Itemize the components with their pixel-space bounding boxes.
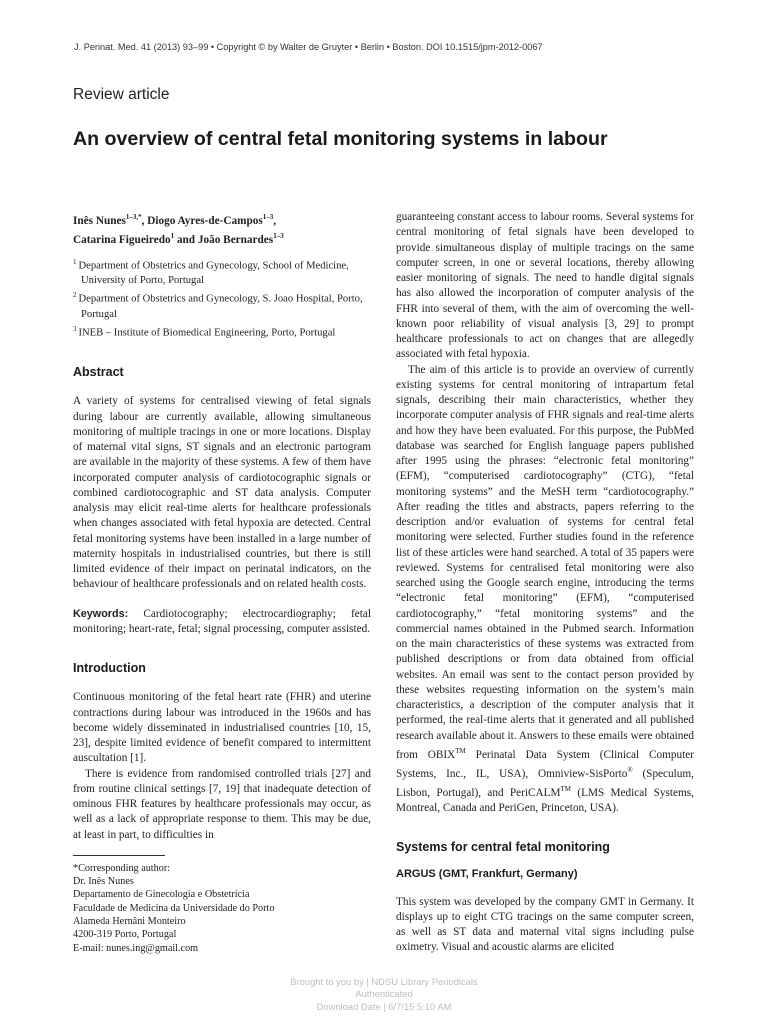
left-column xyxy=(73,210,371,955)
affiliation-number: 3 xyxy=(73,325,77,334)
footnote-line: E-mail: nunes.ing@gmail.com xyxy=(73,942,199,954)
article-title: An overview of central fetal monitoring systems in labour xyxy=(73,128,608,150)
footnote-line: Faculdade de Medicina da Universidade do Porto xyxy=(73,902,275,914)
right-column xyxy=(396,210,694,956)
footnote-line: *Corresponding author: xyxy=(73,862,171,874)
author-list xyxy=(73,210,371,249)
keywords-text: Cardiotocography; electrocardiography; fetal monitoring; heart-rate, fetal; signal processing, computer assisted. xyxy=(73,607,371,635)
trademark-mark: TM xyxy=(560,784,572,793)
keywords-label: Keywords: xyxy=(73,607,129,620)
watermark-line: Authenticated xyxy=(355,988,413,1000)
affiliation-text: INEB – Institute of Biomedical Engineering, Porto, Portugal xyxy=(78,327,336,339)
author-separator: , xyxy=(273,214,277,227)
affiliation-item xyxy=(73,322,371,341)
introduction-paragraph-3 xyxy=(396,363,694,817)
footnote-divider xyxy=(73,855,165,856)
author-affiliation-marker: 1–3,* xyxy=(125,213,142,221)
author-name: , Diogo Ayres-de-Campos xyxy=(141,214,263,227)
abstract-text: A variety of systems for centralised viewing of fetal signals during labour are currently available, allowing simultaneous monitoring of multiple tracings in one or more locations. Display of maternal vital signs, ST signals and an electronic partogram are available in the majority of these systems. A few of them have incorporated computer analysis of cardiotocographic signals or combined cardiotocographic and ST data analysis. Computer analysis may elicit real-time alerts for healthcare professionals when changes associated with fetal hypoxia are detected. Central fetal monitoring systems have been installed in a large number of maternity hospitals in industrialised countries, but there is still limited evidence of their impact on perinatal indicators, on the behaviour of healthcare professionals and on related health costs. xyxy=(73,395,371,591)
author-name: Inês Nunes xyxy=(73,214,126,227)
author-name: and João Bernardes xyxy=(174,234,274,246)
introduction-paragraph-2-continued: guaranteeing constant access to labour rooms. Several systems for central monitoring of fetal signals have been developed to provide simultaneous display of multiple tracings on the same computer screen, in one or several locations, thereby allowing easier monitoring of signals. The need to handle digital signals has also allowed the incorporation of computer analysis of the FHR into several of them, with the aim of overcoming the well-known poor reliability of visual analysis [3, 29] to prompt healthcare professionals to act on changes that are allegedly associated with fetal hypoxia. xyxy=(396,211,694,361)
footnote-line: Dr. Inês Nunes xyxy=(73,876,134,888)
introduction-paragraph-2: There is evidence from randomised controlled trials [27] and from routine clinical settings [7, 19] that inadequate detection of ominous FHR features by healthcare professionals may occur, as well as a lack of appropriate response to them. This may be due, at least in part, to difficulties in xyxy=(73,767,371,841)
trademark-mark: TM xyxy=(455,746,466,755)
argus-paragraph: This system was developed by the company GMT in Germany. It displays up to eight CTG tracings on the same computer screen, as well as ST data and maternal vital signs including pulse oximetry. Visual and acoustic alarms are elicited xyxy=(396,895,694,954)
affiliation-list xyxy=(73,255,371,342)
paragraph-text: (Speculum, Lisbon, Portugal), and PeriCALM xyxy=(396,767,694,799)
author-affiliation-marker: 1–3 xyxy=(262,213,274,221)
affiliation-number: 1 xyxy=(73,257,77,266)
paragraph-text: Perinatal Data System (Clinical Computer Systems, Inc., IL, USA), Omniview-SisPorto xyxy=(396,748,694,780)
journal-citation-line: J. Perinat. Med. 41 (2013) 93–99 • Copyright © by Walter de Gruyter • Berlin • Boston. DOI 10.1515/jpm-2012-0067 xyxy=(74,42,543,52)
author-affiliation-marker: 1–3 xyxy=(273,232,284,241)
affiliation-text: Department of Obstetrics and Gynecology, S. Joao Hospital, Porto, Portugal xyxy=(78,293,363,321)
registered-mark: ® xyxy=(627,765,633,774)
author-name: Catarina Figueiredo xyxy=(73,234,171,246)
footnote-line: Departamento de Ginecologia e Obstetrícia xyxy=(73,889,250,901)
download-watermark xyxy=(234,976,534,1013)
affiliation-item xyxy=(73,288,371,322)
paragraph-text: The aim of this article is to provide an overview of currently existing systems for central monitoring of intrapartum fetal signals, describing their main characteristics, whether they incorporate computer analysis of FHR signals and real-time alerts and how they have been evaluated. For this purpose, the PubMed database was searched for English language papers published after 1995 using the phrases: “electronic fetal monitoring” (EFM), “computerised cardiotocography” (CTG), “fetal monitoring systems” and the MeSH term “cardiotocography.” After reading the titles and abstracts, papers referring to the description and/or evaluation of systems for central fetal monitoring were selected. Further studies found in the reference list of these articles were hand searched. A total of 35 papers were reviewed. Systems for centralised fetal monitoring were also searched using the Google search engine, introducing the terms “electronic fetal monitoring” (EFM), “computerised cardiotocography,” “fetal monitoring systems” and the commercial names obtained in the Pubmed search. Information on the main characteristics of these systems was extracted from published descriptions or from data obtained from official websites. An email was sent to the contact person provided by these websites requesting information on the system’s main characteristics, a description of the computer analysis that it performed, the real-time alerts that it generated and all published research available about it. Answers to these emails were obtained from OBIX xyxy=(396,363,695,761)
watermark-line: Download Date | 6/7/15 5:10 AM xyxy=(316,1000,452,1012)
watermark-line: Brought to you by | NDSU Library Periodicals xyxy=(290,976,478,987)
keywords-paragraph xyxy=(73,607,371,638)
introduction-heading: Introduction xyxy=(73,661,146,676)
footnote-line: Alameda Hernâni Monteiro xyxy=(73,916,186,928)
affiliation-text: Department of Obstetrics and Gynecology, School of Medicine, University of Porto, Portugal xyxy=(78,260,349,287)
abstract-heading: Abstract xyxy=(73,365,124,380)
systems-heading: Systems for central fetal monitoring xyxy=(396,840,610,854)
introduction-paragraph-1: Continuous monitoring of the fetal heart rate (FHR) and uterine contractions during labour was introduced in the 1960s and has become widely disseminated in industrialised countries [10, 15, 23], despite limited evidence of benefit compared to intermittent auscultation [1]. xyxy=(73,691,371,765)
affiliation-item xyxy=(73,255,371,289)
affiliation-number: 2 xyxy=(73,291,77,300)
footnote-line: 4200-319 Porto, Portugal xyxy=(73,929,177,941)
argus-subheading: ARGUS (GMT, Frankfurt, Germany) xyxy=(396,868,578,881)
article-type-label: Review article xyxy=(73,86,170,103)
paragraph-text: (LMS Medical Systems, Montreal, Canada and PeriGen, Princeton, USA). xyxy=(396,786,694,814)
corresponding-author-footnote xyxy=(73,862,371,955)
author-affiliation-marker: 1 xyxy=(170,232,175,241)
